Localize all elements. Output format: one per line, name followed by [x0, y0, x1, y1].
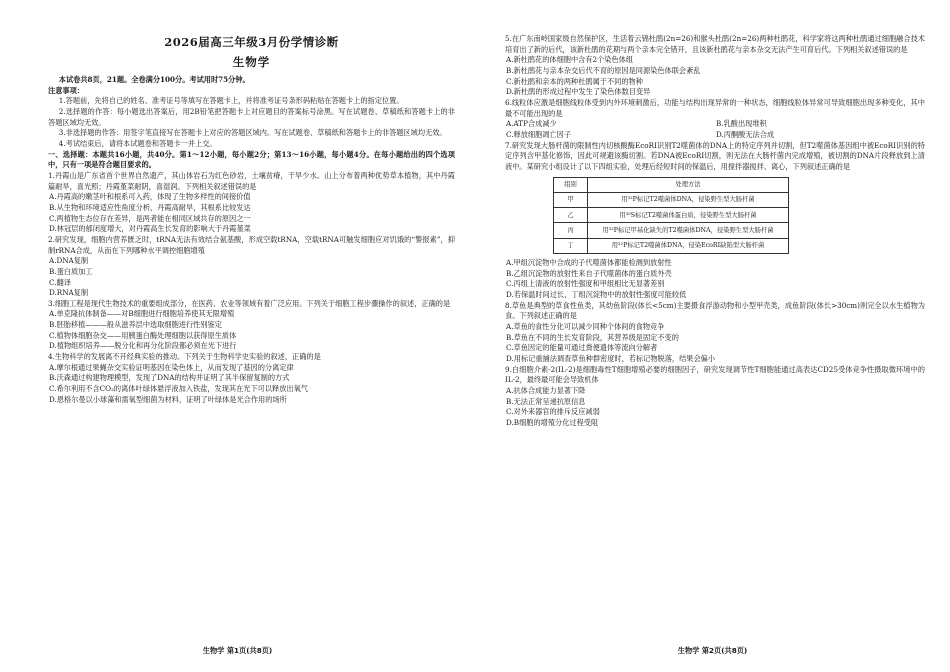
page-footer: 生物学 第2页(共8页): [677, 646, 748, 655]
option-b: B.沃森通过构建物理模型，发现了DNA的结构并证明了其半保留复制的方式: [49, 373, 290, 383]
option-d: D.林冠层的郁闭度增大，对丹霞高生长发育的影响大于丹霞堇菜: [49, 224, 251, 234]
table-row: [554, 238, 789, 253]
question-9: [505, 365, 925, 429]
option-b: B.胚胎移植———般从滋养层中选取细胞进行性别鉴定: [49, 320, 222, 330]
experiment-table: [553, 177, 789, 255]
question-7: [505, 141, 925, 301]
question-2: [48, 235, 455, 299]
option-c: C.两植物生态位存在差异，是两者能在相同区域共存的原因之一: [49, 213, 251, 223]
option-b: B.蛋白质加工: [49, 266, 93, 276]
option-c: C.希尔利用不含CO₂的离体叶绿体悬浮液加入铁盐，发现其在光下可以释放出氧气: [49, 384, 308, 394]
question-4: [48, 352, 455, 405]
option-c: C.翻译: [49, 277, 71, 287]
option-c: C.丙组上清液的放射性强度和甲组相比无显著差别: [506, 279, 665, 289]
question-6: [505, 98, 925, 141]
note-item: 1.答题前，先将自己的姓名、准考证号等填写在答题卡上，并将准考证号条形码粘贴在答题卡上的指定位置。: [58, 96, 404, 106]
question-stem: 8.草鱼是典型的草食性鱼类，其幼鱼阶段(体长<5cm)主要摄食浮游动物和小型甲壳类，成鱼阶段(体长>30cm)则完全以水生植物为食。下列叙述正确的是: [505, 300, 925, 321]
notes-heading: 注意事项：: [48, 85, 84, 95]
option-d: D.植物组织培养——脱分化和再分化阶段都必须在光下进行: [49, 341, 237, 351]
table-cell: 用³²P标记T2噬菌体DNA，侵染EcoRⅠ缺陷型大肠杆菌: [588, 238, 789, 253]
option-c: C.释放细胞凋亡因子: [506, 129, 572, 139]
option-a: A.丹霞高的嫩茎叶和根系可入药，体现了生物多样性的间接价值: [49, 192, 251, 202]
table-header: 组别: [554, 177, 588, 192]
option-row: [505, 119, 925, 130]
page-footer: 生物学 第1页(共8页): [202, 646, 273, 655]
question-stem: 6.线粒体应激是细胞线粒体受到内外环境刺激后，功能与结构出现异常的一种状态，细胞线粒体异常可导致细胞出现多种变化，其中最不可能出现的是: [505, 97, 925, 118]
subject-title: 生物学: [232, 55, 271, 70]
option-b: B.草鱼在不同的生长发育阶段，其营养级是固定不变的: [506, 332, 679, 342]
table-row: [554, 208, 789, 223]
question-stem: 2.研究发现，细胞内营养匮乏时，tRNA无法有效结合氨基酸，形成空载tRNA，空载tRNA可触发细胞应对饥饿的“警报素”，抑制rRNA合成，从而在下列哪种水平调控细胞增殖: [48, 234, 455, 255]
question-stem: 3.细胞工程是现代生物技术的重要组成部分，在医药、农业等领域有着广泛应用。下列关于细胞工程步骤操作的叙述，正确的是: [48, 298, 451, 308]
option-c: C.植物体细胞杂交——用胰蛋白酶处理细胞以获得原生质体: [49, 330, 237, 340]
table-cell: 用³²P标记甲基化缺失的T2噬菌体DNA，侵染野生型大肠杆菌: [588, 223, 789, 238]
page-1-content: [48, 34, 455, 405]
option-a: A.DNA复制: [49, 256, 89, 266]
table-cell: 乙: [554, 208, 588, 223]
question-stem: 9.白细胞介素-2(IL-2)是细胞毒性T细胞增殖必要的细胞因子，研究发现调节性T细胞能通过高表达CD25受体竞争性摄取微环境中的IL-2，最终最可能会导致机体: [505, 364, 925, 385]
question-3: [48, 299, 455, 352]
question-5: [505, 34, 925, 98]
note-item: 3.非选择题的作答：用签字笔直接写在答题卡上对应的答题区域内。写在试题卷、草稿纸和答题卡上的非答题区域均无效。: [58, 128, 447, 138]
question-stem: 5.在广东南岭国家级自然保护区，生活着云锦杜鹃(2n=26)和猴头杜鹃(2n=26)两种杜鹃花，科学家将这两种杜鹃通过细胞融合技术培育出了新的后代，该新杜鹃的花期与两个亲本完全错开，且该新杜鹃花与亲本杂交无法产生可育后代。下列相关叙述错误的是: [505, 34, 925, 54]
option-b: B.从生物和环境适应性角度分析，丹霞高耐旱，其根系比较发达: [49, 202, 251, 212]
table-header: 处理方法: [588, 177, 789, 192]
option-d: D.丙酮酸无法合成: [716, 129, 775, 139]
table-cell: 用³²P标记T2噬菌体DNA，侵染野生型大肠杆菌: [588, 192, 789, 207]
option-a: A.草鱼的食性分化可以减少同种个体间的食物竞争: [506, 322, 665, 332]
option-b: B.乳酸出现堆积: [716, 119, 767, 129]
table-cell: 甲: [554, 192, 588, 207]
question-stem: 1.丹霞山是广东省首个世界自然遗产，其山体岩石为红色砂岩，土壤贫瘠，干旱少水。山上分布着两种优势草本植物，其中丹霞篇耐旱，喜光照；丹霞堇菜耐阴，喜湿润。下列相关叙述错误的是: [48, 170, 455, 191]
table-cell: 用³⁵S标记T2噬菌体蛋白质，侵染野生型大肠杆菌: [588, 208, 789, 223]
note-item: 4.考试结束后，请将本试题卷和答题卡一并上交。: [58, 138, 217, 148]
option-b: B.新杜鹃花与亲本杂交后代不育的原因是同源染色体联会紊乱: [506, 65, 701, 75]
option-a: A.抗体合成能力显著下降: [506, 385, 586, 395]
option-a: A.新杜鹃花的体细胞中含有2个染色体组: [506, 55, 634, 65]
page-2: [475, 0, 950, 672]
table-cell: 丙: [554, 223, 588, 238]
note-item: 2.选择题的作答：每小题选出答案后，用2B铅笔把答题卡上对应题目的答案标号涂黑。写在试题卷、草稿纸和答题卡上的非答题区域均无效。: [48, 107, 455, 127]
option-d: D.用标记重捕法调查草鱼种群密度时，若标记物脱落，结果会偏小: [506, 354, 716, 363]
table-cell: 丁: [554, 238, 588, 253]
section-heading: 一、选择题：本题共16小题，共40分。第1～12小题，每小题2分；第13～16小题，每小题4分。在每小题给出的四个选项中，只有一项是符合题目要求的。: [48, 149, 455, 170]
option-a: A.ATP合成减少: [506, 119, 557, 129]
table-row: [554, 192, 789, 207]
question-1: [48, 171, 455, 235]
option-a: A.单克隆抗体制备——对B细胞进行细胞培养使其无限增殖: [49, 309, 235, 319]
question-stem: 7.研究发现大肠杆菌的限制性内切核酸酶EcoRⅠ识别T2噬菌体的DNA上的特定序列并切割，但T2噬菌体基因组中被EcoRⅠ识别的特定序列含甲基化修饰，因此可规避该酶切割。若DNA被EcoRⅠ切割，则无法在大肠杆菌内完成增殖，被切割的DNA片段释放到上清液中。某研究小组设计了以下四组实验，处理后经短时间的保温后，用搅拌器搅拌、离心，下列叙述正确的是: [505, 140, 925, 171]
option-d: D.恩格尔曼以小球藻和需氧型细菌为材料，证明了叶绿体是光合作用的场所: [49, 394, 287, 404]
option-c: C.对外来器官的排斥反应减弱: [506, 407, 600, 417]
exam-title: 2026届高三年级3月份学情诊断: [164, 35, 339, 49]
option-c: C.草鱼因定的能量可通过粪便遗体等流向分解者: [506, 343, 658, 353]
option-d: D.新杜鹃的形成过程中发生了染色体数目变异: [506, 87, 651, 97]
table-row: [554, 223, 789, 238]
table-header-row: [554, 177, 789, 192]
page-2-content: [505, 34, 925, 429]
question-8: [505, 301, 925, 365]
option-c: C.新杜鹃和亲本的两种杜鹃属于不同的物种: [506, 76, 643, 86]
option-a: A.甲组沉淀物中合成的子代噬菌体都能检测到放射性: [506, 258, 672, 268]
option-row: [505, 130, 925, 141]
question-stem: 4.生物科学的发展离不开经典实验的推动。下列关于生物科学史实验的叙述，正确的是: [48, 352, 321, 362]
option-d: D.B细胞的增殖分化过程受阻: [506, 417, 599, 427]
option-b: B.乙组沉淀物的放射性来自子代噬菌体的蛋白质外壳: [506, 268, 672, 278]
option-a: A.摩尔根通过果蝇杂交实验证明基因在染色体上，从而发现了基因的分离定律: [49, 362, 294, 372]
option-b: B.无法正常呈递抗原信息: [506, 396, 586, 406]
exam-info: 本试卷共8页，21题。全卷满分100分。考试用时75分钟。: [58, 75, 250, 85]
option-d: D.RNA复制: [49, 288, 89, 298]
option-d: D.若保温时间过长，丁组沉淀物中的放射性强度可能较低: [506, 290, 687, 300]
